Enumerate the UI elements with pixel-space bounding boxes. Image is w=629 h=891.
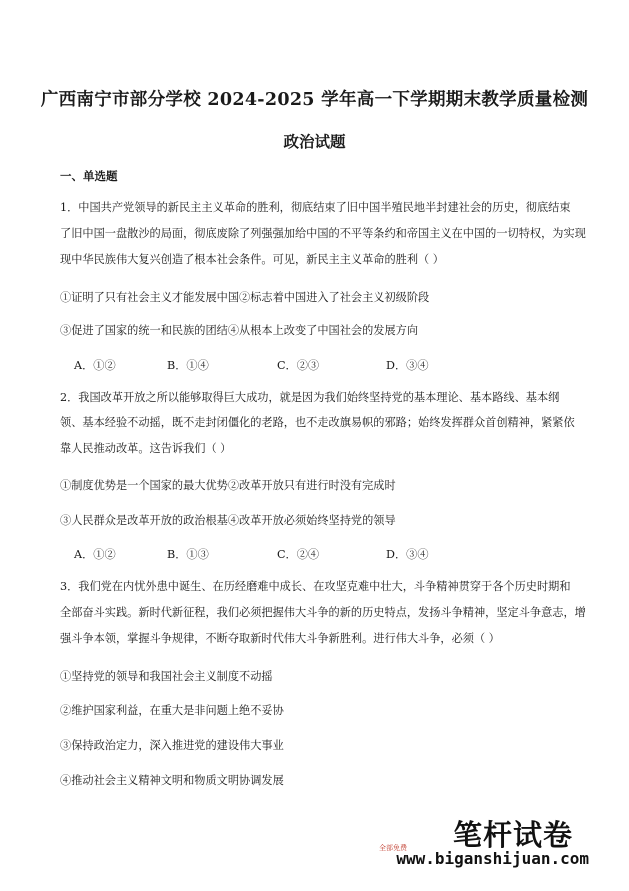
q2-option-b[interactable]: B．①③ <box>167 548 209 561</box>
watermark <box>379 813 589 871</box>
q3-statement-4: ④推动社会主义精神文明和物质文明协调发展 <box>60 774 284 787</box>
q2-stem-line-1: 2．我国改革开放之所以能够取得巨大成功，就是因为我们始终坚持党的基本理论、基本路线、基本纲 <box>60 391 560 404</box>
q2-stem-line-2: 领、基本经验不动摇，既不走封闭僵化的老路，也不走改旗易帜的邪路；始终发挥群众首创精神，紧紧依 <box>60 416 575 429</box>
exam-title: 广西南宁市部分学校 2024-2025 学年高一下学期期末教学质量检测 <box>40 90 589 110</box>
q3-stem-line-1: 3．我们党在内忧外患中诞生、在历经磨难中成长、在攻坚克难中壮大，斗争精神贯穿于各个历史时期和 <box>60 580 571 593</box>
q1-statement-1: ①证明了只有社会主义才能发展中国②标志着中国进入了社会主义初级阶段 <box>60 291 430 304</box>
q1-option-c[interactable]: C．②③ <box>277 359 320 372</box>
section-heading: 一、单选题 <box>60 169 118 183</box>
q1-stem-line-3: 现中华民族伟大复兴创造了根本社会条件。可见，新民主主义革命的胜利（ ） <box>60 253 444 266</box>
q3-stem-line-3: 强斗争本领，掌握斗争规律，不断夺取新时代伟大斗争新胜利。进行伟大斗争，必须（ ） <box>60 632 500 645</box>
watermark-brand: 笔杆试卷 <box>452 818 573 852</box>
q3-statement-1: ①坚持党的领导和我国社会主义制度不动摇 <box>60 670 273 683</box>
q1-stem-line-1: 1．中国共产党领导的新民主主义革命的胜利，彻底结束了旧中国半殖民地半封建社会的历史，彻底结束 <box>60 201 571 214</box>
q2-option-d[interactable]: D．③④ <box>386 548 429 561</box>
q1-option-b[interactable]: B．①④ <box>167 359 209 372</box>
watermark-tag: 全部免费 <box>379 844 407 852</box>
exam-subject: 政治试题 <box>283 132 346 151</box>
q2-option-a[interactable]: A．①② <box>74 548 116 561</box>
q2-stem-line-3: 靠人民推动改革。这告诉我们（ ） <box>60 442 232 455</box>
q3-statement-2: ②维护国家利益，在重大是非问题上绝不妥协 <box>60 704 284 717</box>
q2-statement-1: ①制度优势是一个国家的最大优势②改革开放只有进行时没有完成时 <box>60 479 396 492</box>
q2-statement-2: ③人民群众是改革开放的政治根基④改革开放必须始终坚持党的领导 <box>60 514 396 527</box>
q3-stem-line-2: 全部奋斗实践。新时代新征程，我们必须把握伟大斗争的新的历史特点，发扬斗争精神，坚定斗争意志，增 <box>60 606 586 619</box>
q3-statement-3: ③保持政治定力，深入推进党的建设伟大事业 <box>60 739 284 752</box>
q1-stem-line-2: 了旧中国一盘散沙的局面，彻底废除了列强强加给中国的不平等条约和帝国主义在中国的一切特权，为实现 <box>60 227 586 240</box>
q1-option-d[interactable]: D．③④ <box>386 359 429 372</box>
watermark-url: www.biganshijuan.com <box>396 849 589 868</box>
q1-option-a[interactable]: A．①② <box>74 359 116 372</box>
q1-statement-2: ③促进了国家的统一和民族的团结④从根本上改变了中国社会的发展方向 <box>60 324 419 337</box>
q2-option-c[interactable]: C．②④ <box>277 548 320 561</box>
